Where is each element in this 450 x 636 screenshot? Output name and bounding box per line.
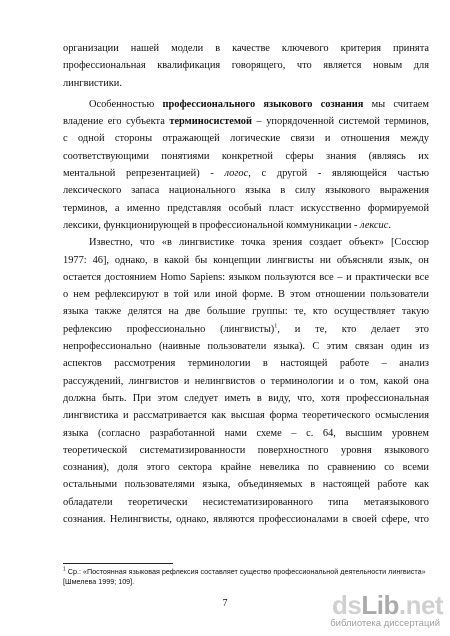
text-line: 1977: 46], однако, в какой бы концепции лингвисты ни объясняли язык, он bbox=[63, 254, 429, 266]
text-line: аспектов рассмотрения терминологии в настоящей работе – анализ bbox=[63, 358, 429, 370]
page-number: 7 bbox=[222, 598, 228, 609]
text-line: языка также делятся на две большие группы: те, кто осуществляет такую bbox=[63, 306, 429, 318]
italic-term: лексис bbox=[360, 219, 389, 231]
text-line: теоретической систематизированности поверхностного уровня языкового bbox=[63, 444, 429, 456]
text-line: лингвистика и рассматривается как высшая форма теоретического осмысления bbox=[63, 410, 429, 422]
text-line: о нем рефлексируют в той или иной форме. В этом отношении пользователи bbox=[63, 289, 429, 301]
text-line: рассуждений, лингвистов и нелингвистов о терминологии и о том, какой она bbox=[63, 375, 429, 387]
text-line: терминов, а именно представляя особый пласт искусственно формируемой bbox=[63, 202, 429, 214]
text-line: должна быть. При этом следует иметь в виду, что, хотя профессиональная bbox=[63, 392, 429, 404]
text-line: сознания. Нелингвисты, однако, являются профессионалами в своей сфере, что bbox=[63, 514, 429, 526]
watermark-subtitle: библиотека диссертаций bbox=[330, 618, 440, 629]
text-line: Особенностью профессионального языкового сознания мы считаем bbox=[89, 98, 429, 110]
text-line: лингвистики. bbox=[63, 77, 122, 89]
text-line: сознания), доля этого сектора крайне невелика по сравнению со всеми bbox=[63, 462, 429, 474]
text-line: обладатели теоретически несистематизированного типа метаязыкового bbox=[63, 496, 429, 508]
footnote-divider bbox=[63, 563, 173, 564]
text-line: языка (согласно разработанной нами схеме – с. 64, высшим уровнем bbox=[63, 427, 429, 439]
watermark-logo bbox=[320, 590, 444, 630]
dslib-logo: dsLib.net bbox=[332, 590, 444, 620]
footnote-marker: 1 bbox=[63, 566, 66, 573]
footnote-text: Ср.: «Постоянная языковая рефлексия составляет существо профессиональной деятельности лингвиста» bbox=[65, 567, 426, 576]
text-line: профессиональная квалификация говорящего, что является новым для bbox=[63, 60, 429, 72]
text-line: Известно, что «в лингвистике точка зрения создает объект» [Соссюр bbox=[89, 237, 429, 249]
text-line: непрофессионально (наивные пользователи языка). С этим связан один из bbox=[63, 341, 429, 353]
text-line: остальными пользователями языка, объединяемых в настоящей работе как bbox=[63, 479, 429, 491]
text-line: организации нашей модели в качестве ключевого критерия принята bbox=[63, 43, 429, 54]
footnote-ref[interactable]: 1 bbox=[274, 323, 278, 330]
footnote-citation: [Шмелева 1999; 109]. bbox=[63, 577, 135, 586]
text-line: соответствующими понятиями конкретной сферы знания (являясь их bbox=[63, 150, 429, 162]
text-line: владение его субъекта терминосистемой – упорядоченной системой терминов, bbox=[63, 116, 430, 128]
bold-term: профессионального языкового сознания bbox=[162, 98, 364, 110]
text-line: лексического запаса национального языка в силу языкового выражения bbox=[63, 185, 429, 197]
text-line: с одной стороны отражающей логические связи и отношения между bbox=[63, 133, 429, 145]
italic-term: логос bbox=[224, 168, 249, 180]
text-line: рефлексию профессионально (лингвисты)$^1$, и те, кто делает это bbox=[63, 323, 429, 335]
bold-term: терминосистемой bbox=[169, 116, 252, 128]
body-text bbox=[63, 40, 429, 528]
footnote bbox=[63, 567, 433, 587]
text-line: ментальной репрезентацией) - логос, с другой - являющейся частью bbox=[63, 168, 429, 180]
text-line: лексики, функционирующей в профессиональной коммуникации - лексис. bbox=[63, 219, 391, 231]
text-line: остается достоянием Homo Sapiens: языком пользуются все – и практически все bbox=[63, 271, 429, 283]
